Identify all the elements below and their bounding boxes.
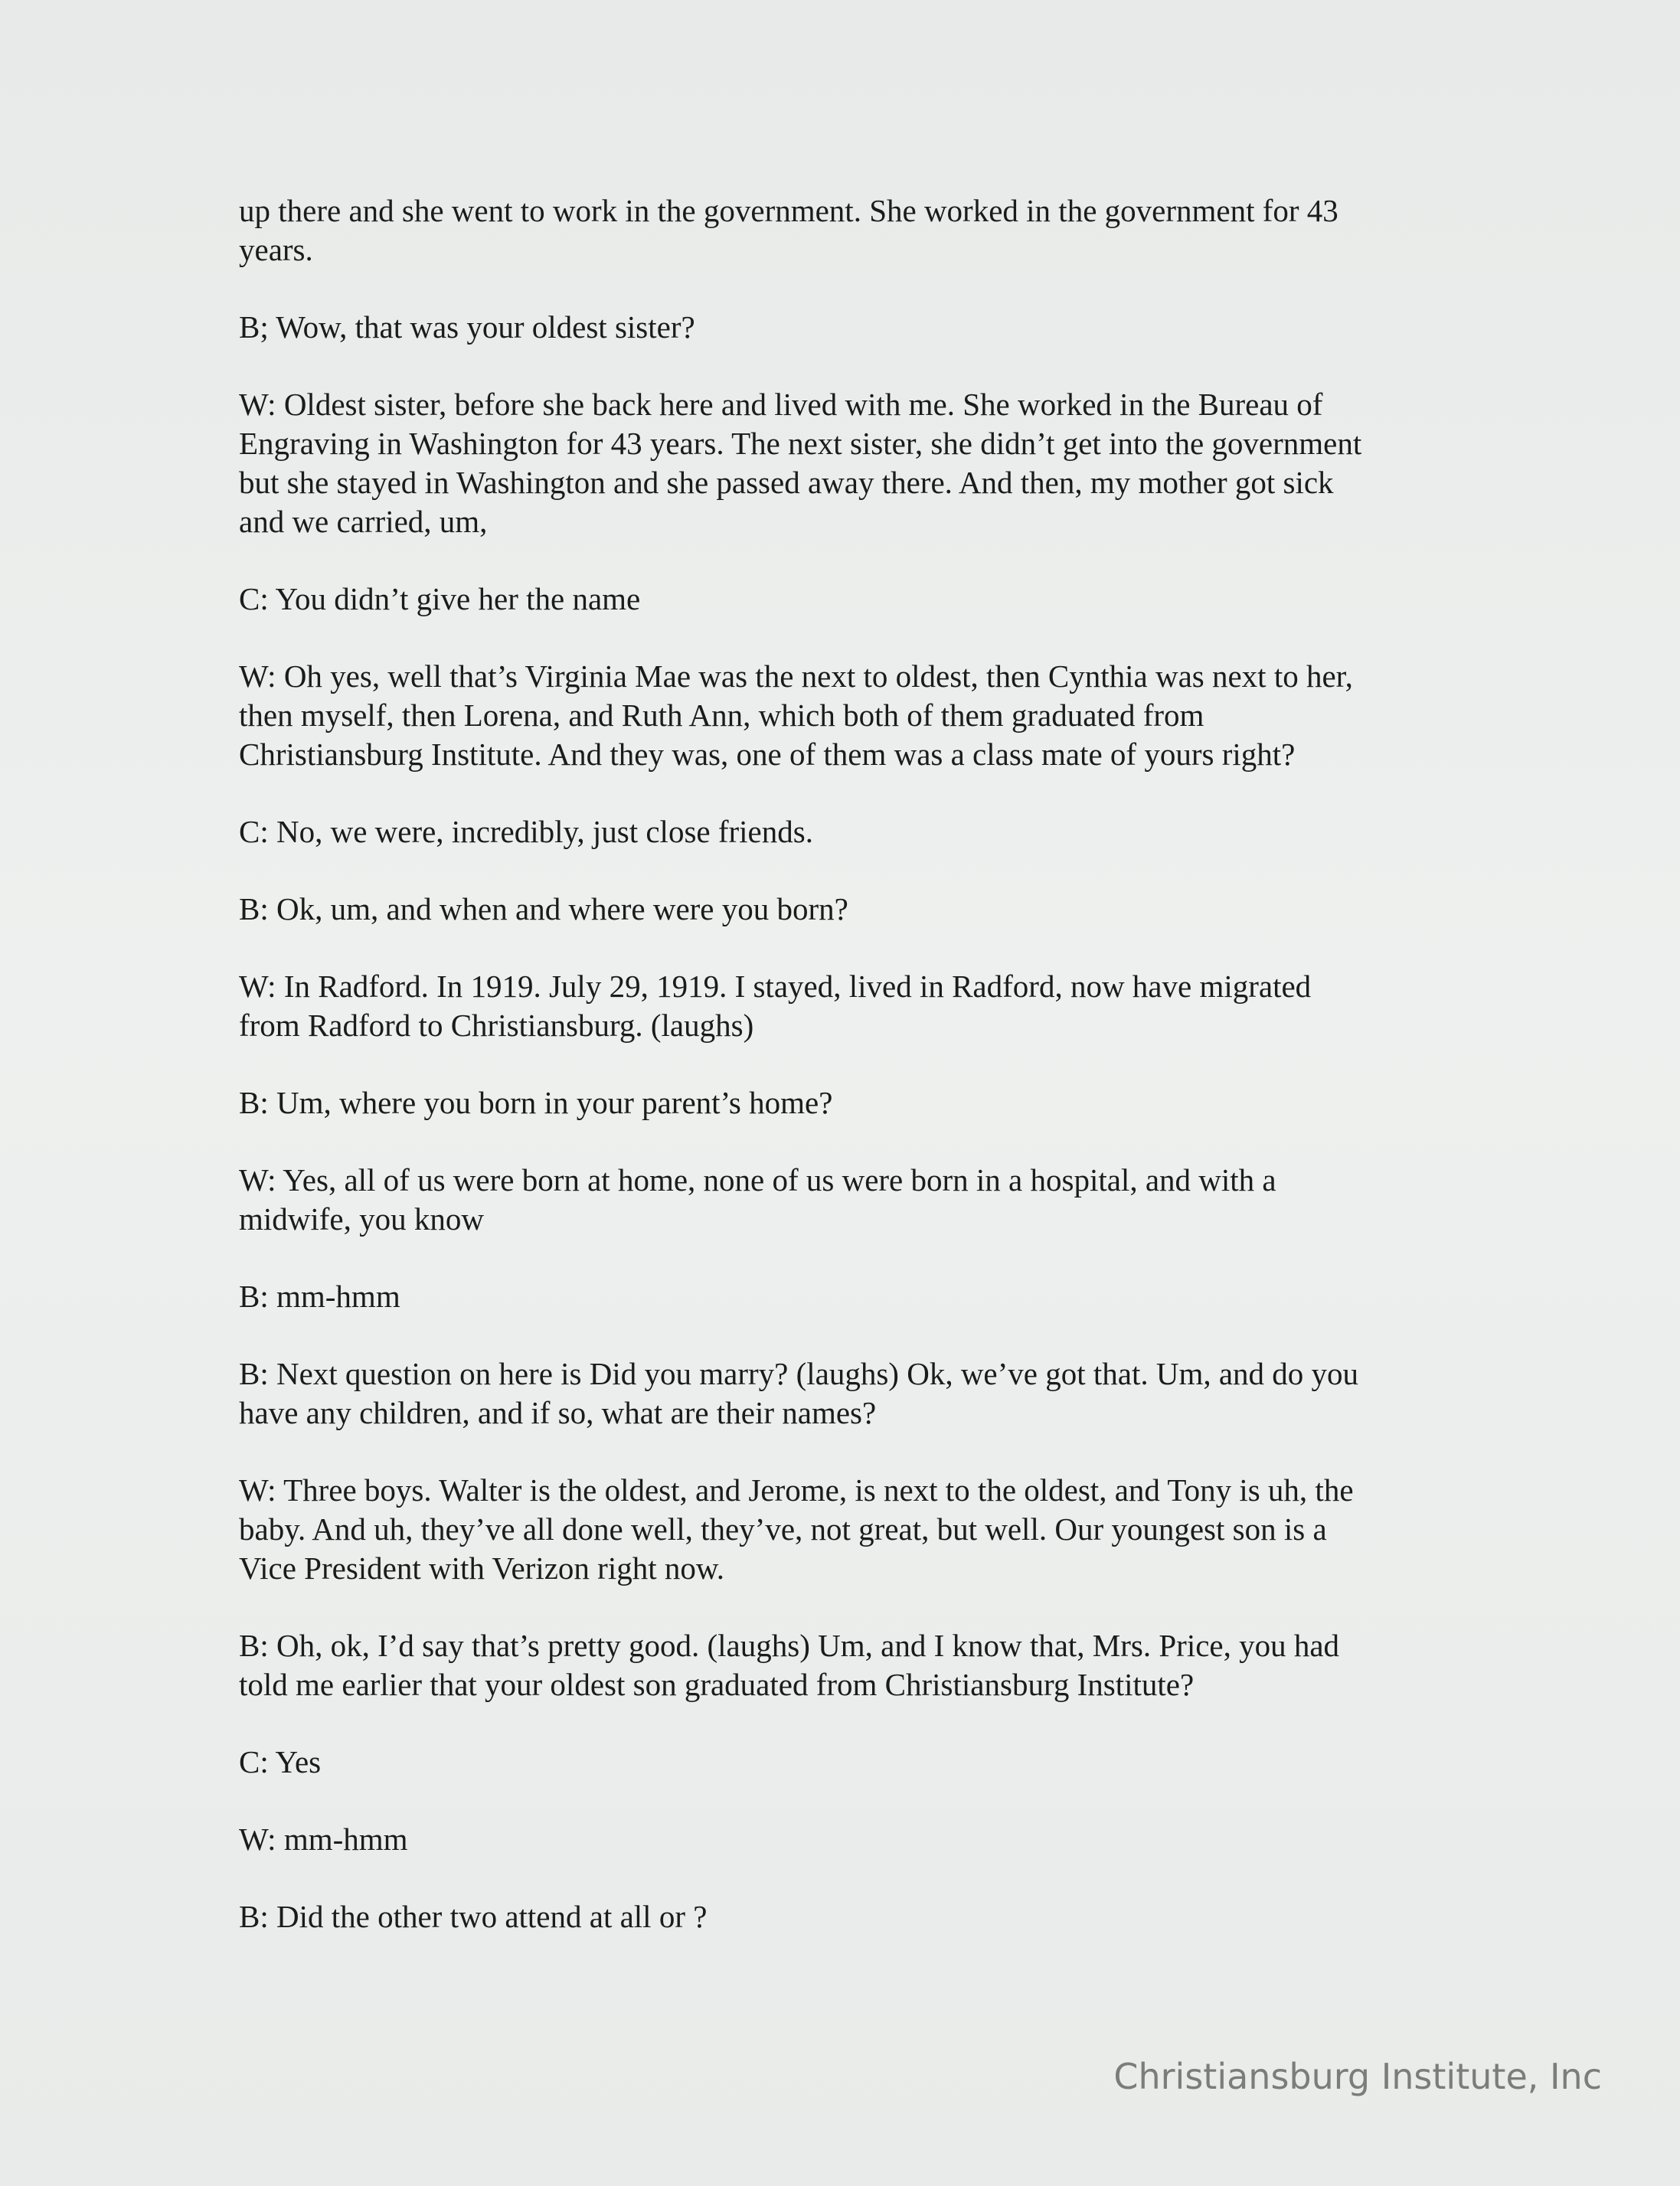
transcript-paragraph: C: You didn’t give her the name [239, 581, 641, 616]
transcript-paragraph: B: Next question on here is Did you marry? (laughs) Ok, we’ve got that. Um, and do you have any children, and if so, what are their names? [239, 1356, 1359, 1430]
transcript-paragraph: B; Wow, that was your oldest sister? [239, 309, 695, 345]
transcript-paragraph: W: Oh yes, well that’s Virginia Mae was the next to oldest, then Cynthia was next to her, then myself, then Lorena, and Ruth Ann, which both of them graduated from Christiansburg Institute. And they was, one of them was a class mate of yours right? [239, 658, 1353, 772]
transcript-paragraph: up there and she went to work in the government. She worked in the government for 43 years. [239, 193, 1338, 267]
transcript-paragraph: C: Yes [239, 1744, 322, 1779]
watermark: Christiansburg Institute, Inc [1113, 2056, 1602, 2097]
transcript-paragraph: B: Did the other two attend at all or ? [239, 1899, 708, 1934]
transcript-paragraph: W: In Radford. In 1919. July 29, 1919. I stayed, lived in Radford, now have migrated from Radford to Christiansburg. (laughs) [239, 969, 1312, 1043]
transcript-paragraph: W: Three boys. Walter is the oldest, and Jerome, is next to the oldest, and Tony is uh, the baby. And uh, they’ve all done well, they’ve, not great, but well. Our youngest son is a Vice President with Verizon right now. [239, 1472, 1354, 1586]
transcript-body [239, 191, 1456, 1975]
transcript-paragraph: B: mm-hmm [239, 1279, 400, 1314]
transcript-paragraph: B: Ok, um, and when and where were you born? [239, 891, 848, 926]
transcript-paragraph: W: Oldest sister, before she back here and lived with me. She worked in the Bureau of Engraving in Washington for 43 years. The next sister, she didn’t get into the government but she stayed in Washington and she passed away there. And then, my mother got sick and we carried, um, [239, 387, 1362, 539]
transcript-paragraph: W: mm-hmm [239, 1822, 408, 1857]
transcript-paragraph: B: Oh, ok, I’d say that’s pretty good. (laughs) Um, and I know that, Mrs. Price, you had told me earlier that your oldest son graduated from Christiansburg Institute? [239, 1628, 1340, 1702]
transcript-paragraph: W: Yes, all of us were born at home, none of us were born in a hospital, and with a midwife, you know [239, 1162, 1276, 1237]
transcript-paragraph: C: No, we were, incredibly, just close friends. [239, 814, 813, 849]
transcript-paragraph: B: Um, where you born in your parent’s home? [239, 1085, 833, 1120]
